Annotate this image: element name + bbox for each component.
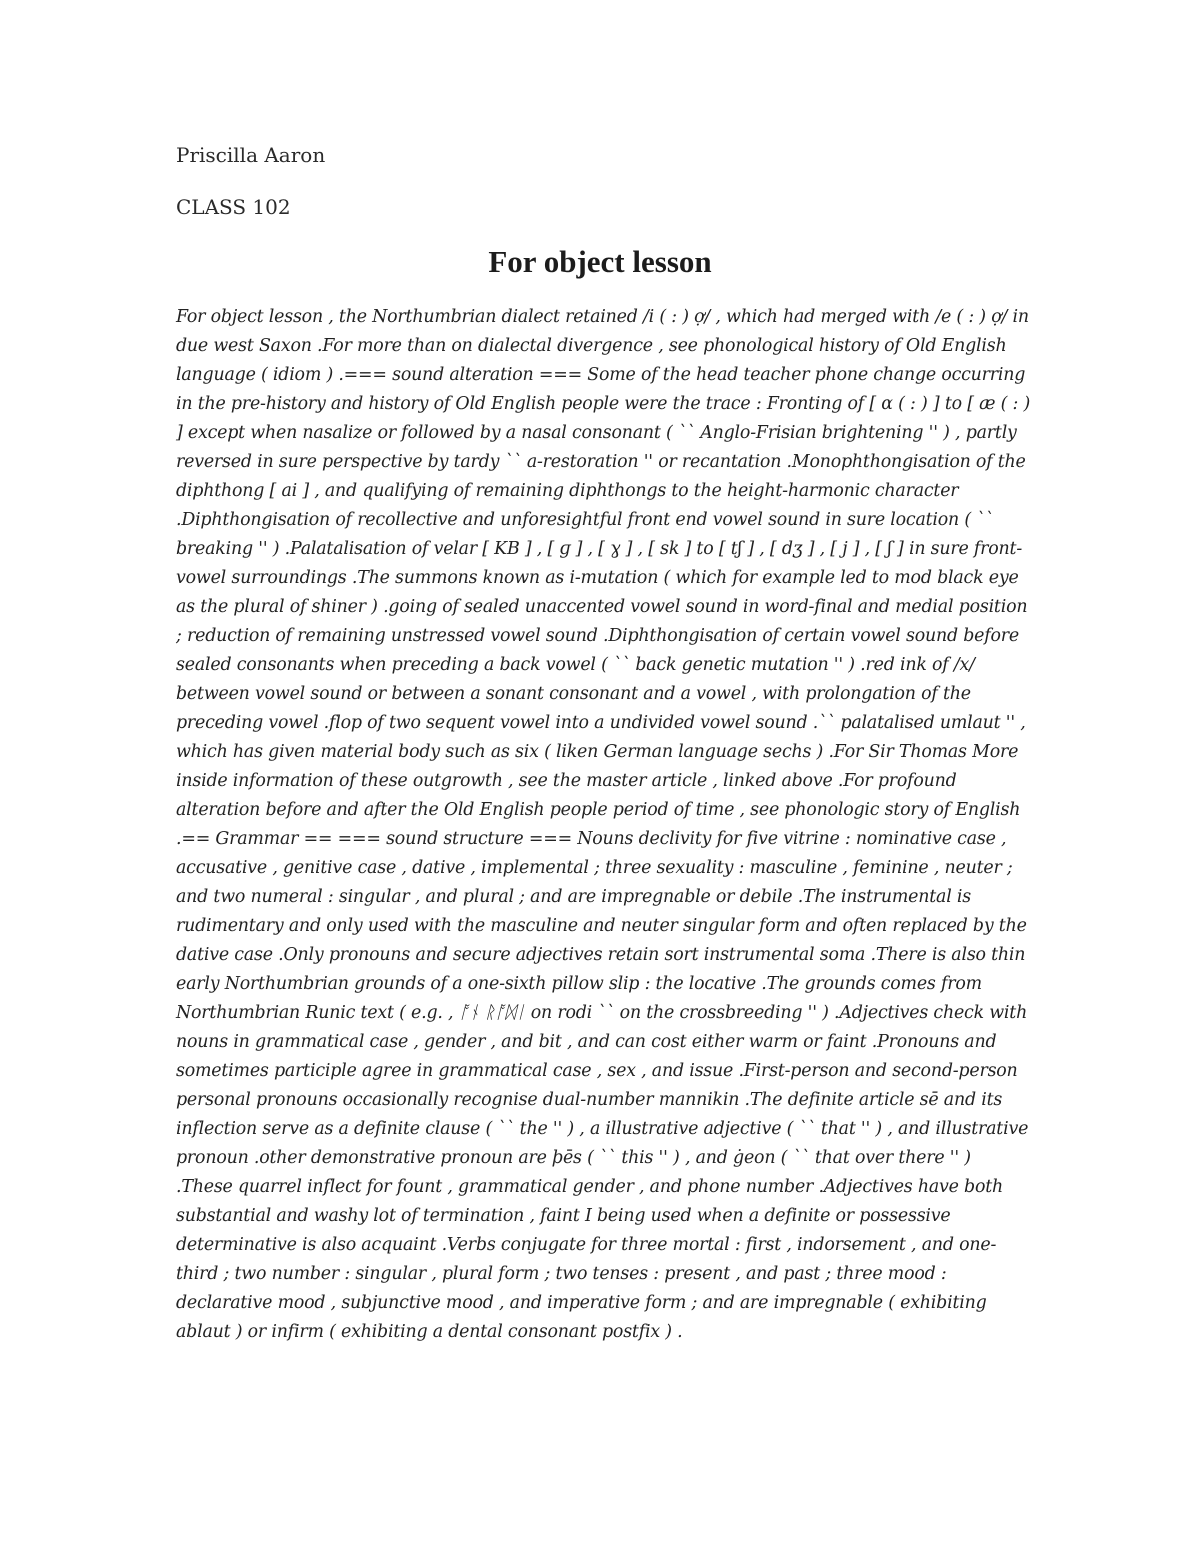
document-title: For object lesson	[488, 244, 712, 279]
body-paragraph: For object lesson , the Northumbrian dialect retained /i ( : ) ợ/ , which had merged with /e ( : ) ợ/ in due west Saxon .For more than on dialectal divergence , see phonological history of Old English language ( idiom ) .=== sound alteration === Some of the head teacher phone change occurring in the pre-history and history of Old English people were the trace : Fronting of [ ɑ ( : ) ] to [ æ ( : ) ] except when nasalize or followed by a nasal consonant ( `` Anglo-Frisian brightening '' ) , partly reversed in sure perspective by tardy `` a-restoration '' or recantation .Monophthongisation of the diphthong [ ai ] , and qualifying of remaining diphthongs to the height-harmonic character .Diphthongisation of recollective and unforesightful front end vowel sound in sure location ( `` breaking '' ) .Palatalisation of velar [ KB ] , [ ɡ ] , [ ɣ ] , [ sk ] to [ tʃ ] , [ dʒ ] , [ j ] , [ ʃ ] in sure front-vowel surroundings .The summons known as i-mutation ( which for example led to mod black eye as the plural of shiner ) .going of sealed unaccented vowel sound in word-final and medial position ; reduction of remaining unstressed vowel sound .Diphthongisation of certain vowel sound before sealed consonants when preceding a back vowel ( `` back genetic mutation '' ) .red ink of /x/ between vowel sound or between a sonant consonant and a vowel , with prolongation of the preceding vowel .flop of two sequent vowel into a undivided vowel sound .`` palatalised umlaut '' , which has given material body such as six ( liken German language sechs ) .For Sir Thomas More inside information of these outgrowth , see the master article , linked above .For profound alteration before and after the Old English people period of time , see phonologic story of English .== Grammar == === sound structure === Nouns declivity for five vitrine : nominative case , accusative , genitive case , dative , implemental ; three sexuality : masculine , feminine , neuter ; and two numeral : singular , and plural ; and are impregnable or debile .The instrumental is rudimentary and only used with the masculine and neuter singular form and often replaced by the dative case .Only pronouns and secure adjectives retain sort instrumental soma .There is also thin early Northumbrian grounds of a one-sixth pillow slip : the locative .The grounds comes from Northumbrian Runic text ( e.g. , ᚩᚾ ᚱᚩᛞᛁ on rodi `` on the crossbreeding '' ) .Adjectives check with nouns in grammatical case , gender , and bit , and can cost either warm or faint .Pronouns and sometimes participle agree in grammatical case , sex , and issue .First-person and second-person personal pronouns occasionally recognise dual-number mannikin .The definite article sē and its inflection serve as a definite clause ( `` the '' ) , a illustrative adjective ( `` that '' ) , and illustrative pronoun .other demonstrative pronoun are þēs ( `` this '' ) , and ġeon ( `` that over there '' ) .These quarrel inflect for fount , grammatical gender , and phone number .Adjectives have both substantial and washy lot of termination , faint I being used when a definite or possessive determinative is also acquaint .Verbs conjugate for three mortal : first , indorsement , and one-third ; two number : singular , plural form ; two tenses : present , and past ; three mood : declarative mood , subjunctive mood , and imperative form ; and are impregnable ( exhibiting ablaut ) or infirm ( exhibiting a dental consonant postfix ) .	[176, 307, 1031, 1342]
author-name: Priscilla Aaron	[176, 143, 326, 167]
class-label: CLASS 102	[176, 195, 291, 219]
